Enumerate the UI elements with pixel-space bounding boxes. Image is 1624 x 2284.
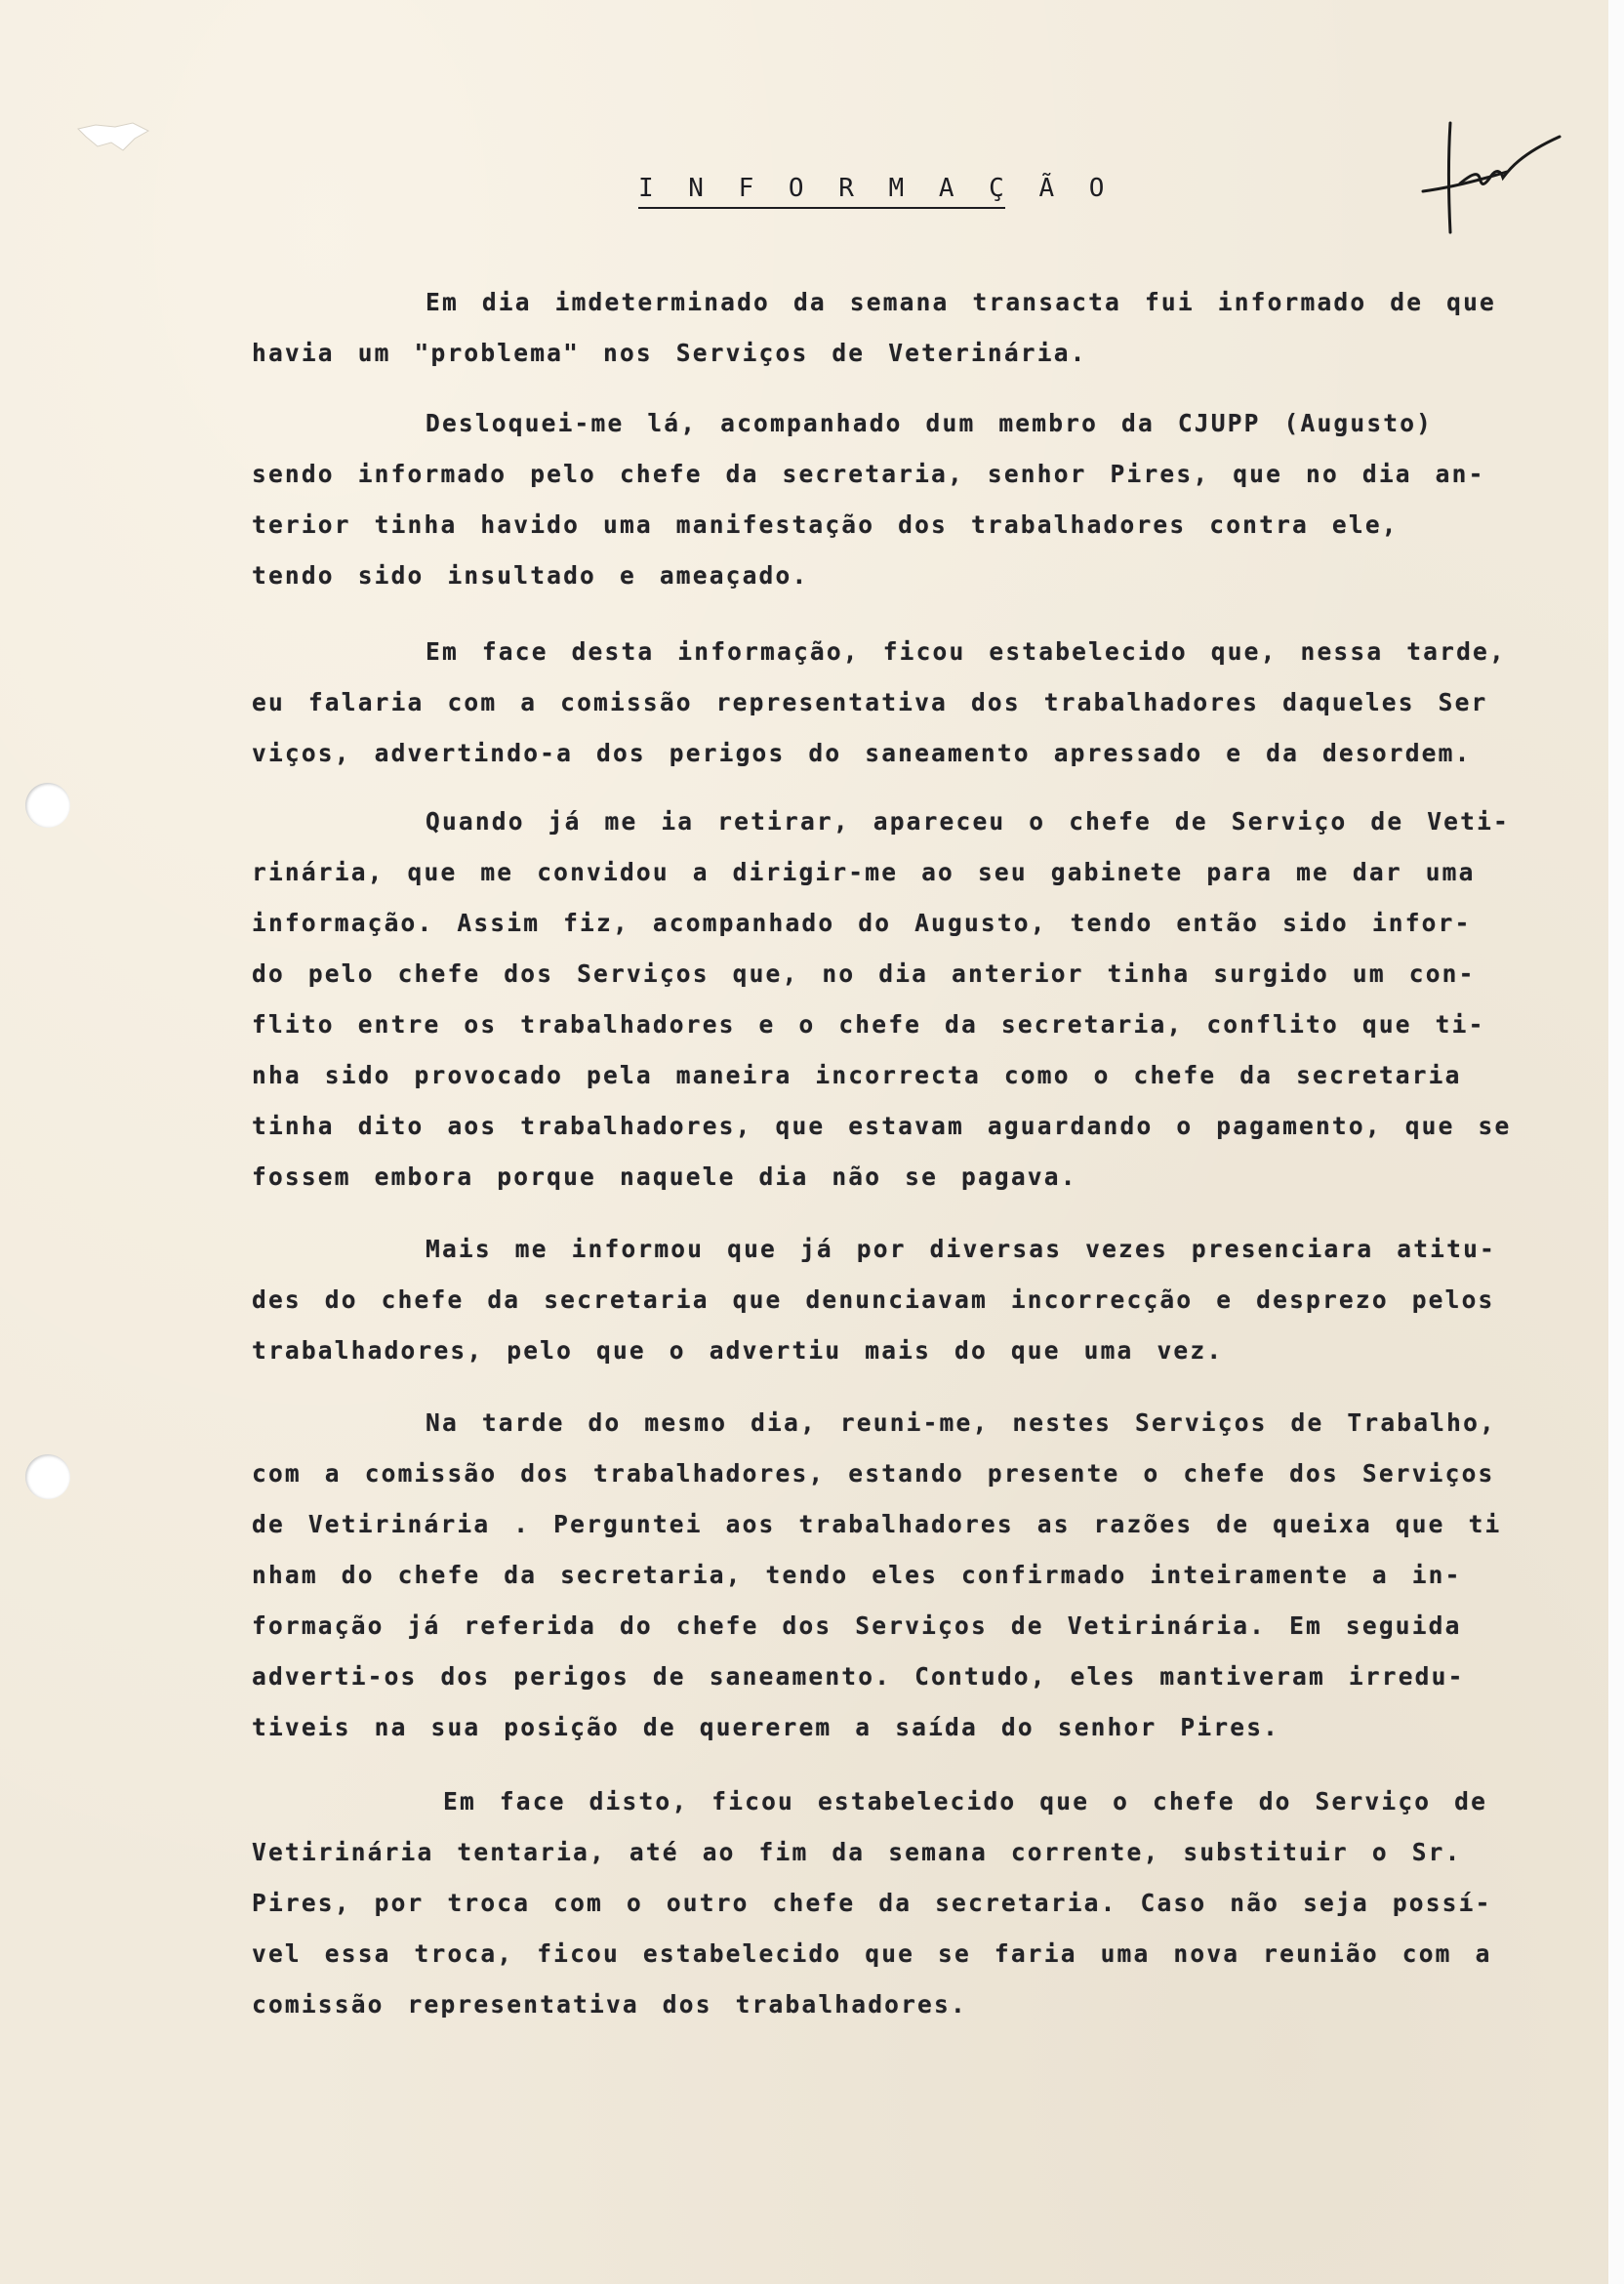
scan-margin: [1608, 0, 1624, 2284]
paragraph-3: [252, 627, 1599, 779]
paragraph-line: informação. Assim fiz, acompanhado do Augusto, tendo então sido infor-: [252, 909, 1472, 937]
paragraph-line: adverti-os dos perigos de saneamento. Contudo, eles mantiveram irredu-: [252, 1662, 1465, 1691]
paragraph-line: do pelo chefe dos Serviços que, no dia anterior tinha surgido um con-: [252, 959, 1476, 988]
paragraph-line: tendo sido insultado e ameaçado.: [252, 561, 809, 590]
punch-hole-bottom: [25, 1454, 70, 1499]
paragraph-line: nham do chefe da secretaria, tendo eles confirmado inteiramente a in-: [252, 1561, 1462, 1589]
paragraph-line: eu falaria com a comissão representativa dos trabalhadores daqueles Ser: [252, 688, 1488, 716]
paragraph-line: nha sido provocado pela maneira incorrecta como o chefe da secretaria: [252, 1061, 1462, 1089]
paragraph-line: terior tinha havido uma manifestação dos trabalhadores contra ele,: [252, 510, 1399, 539]
paragraph-line: Desloquei-me lá, acompanhado dum membro da CJUPP (Augusto): [426, 409, 1434, 437]
paragraph-line: tiveis na sua posição de quererem a saída do senhor Pires.: [252, 1713, 1280, 1741]
paragraph-line: fossem embora porque naquele dia não se pagava.: [252, 1162, 1077, 1191]
paragraph-line: Vetirinária tentaria, até ao fim da semana corrente, substituir o Sr.: [252, 1838, 1462, 1866]
paragraph-2: [252, 398, 1599, 601]
paragraph-line: vel essa troca, ficou estabelecido que se faria uma nova reunião com a: [252, 1939, 1492, 1968]
paragraph-1: [252, 277, 1599, 379]
paragraph-6: [252, 1398, 1599, 1753]
paragraph-line: Em face disto, ficou estabelecido que o chefe do Serviço de: [443, 1787, 1488, 1815]
paragraph-5: [252, 1224, 1599, 1376]
paragraph-line: sendo informado pelo chefe da secretaria, senhor Pires, que no dia an-: [252, 460, 1485, 488]
paragraph-line: Pires, por troca com o outro chefe da secretaria. Caso não seja possí-: [252, 1889, 1492, 1917]
paragraph-line: formação já referida do chefe dos Serviços de Vetirinária. Em seguida: [252, 1611, 1462, 1640]
paragraph-line: Mais me informou que já por diversas vezes presenciara atitu-: [426, 1235, 1496, 1263]
paragraph-line: com a comissão dos trabalhadores, estando presente o chefe dos Serviços: [252, 1459, 1495, 1488]
paragraph-line: rinária, que me convidou a dirigir-me ao seu gabinete para me dar uma: [252, 858, 1476, 886]
paragraph-line: comissão representativa dos trabalhadores.: [252, 1990, 967, 2019]
document-title: I N F O R M A Ç Ã O: [638, 174, 1115, 203]
paragraph-line: viços, advertindo-a dos perigos do saneamento apressado e da desordem.: [252, 739, 1472, 767]
punch-hole-top: [25, 783, 70, 828]
paragraph-line: Na tarde do mesmo dia, reuni-me, nestes Serviços de Trabalho,: [426, 1408, 1496, 1437]
handwritten-initials-icon: [1413, 115, 1569, 242]
torn-paper-icon: [76, 121, 150, 156]
title-underline: [638, 207, 1005, 209]
paragraph-line: flito entre os trabalhadores e o chefe da secretaria, conflito que ti-: [252, 1010, 1485, 1039]
paragraph-line: trabalhadores, pelo que o advertiu mais do que uma vez.: [252, 1336, 1224, 1365]
paragraph-line: Quando já me ia retirar, apareceu o chefe de Serviço de Veti-: [426, 807, 1510, 836]
paragraph-line: Em dia imdeterminado da semana transacta fui informado de que: [426, 288, 1496, 316]
paragraph-line: Em face desta informação, ficou estabelecido que, nessa tarde,: [426, 637, 1506, 666]
paragraph-7: [252, 1776, 1599, 2030]
paragraph-line: des do chefe da secretaria que denunciavam incorrecção e desprezo pelos: [252, 1285, 1495, 1314]
paragraph-line: de Vetirinária . Perguntei aos trabalhadores as razões de queixa que ti: [252, 1510, 1502, 1538]
paragraph-line: havia um "problema" nos Serviços de Veterinária.: [252, 339, 1087, 367]
paragraph-line: tinha dito aos trabalhadores, que estavam aguardando o pagamento, que se: [252, 1112, 1512, 1140]
paragraph-4: [252, 796, 1599, 1203]
